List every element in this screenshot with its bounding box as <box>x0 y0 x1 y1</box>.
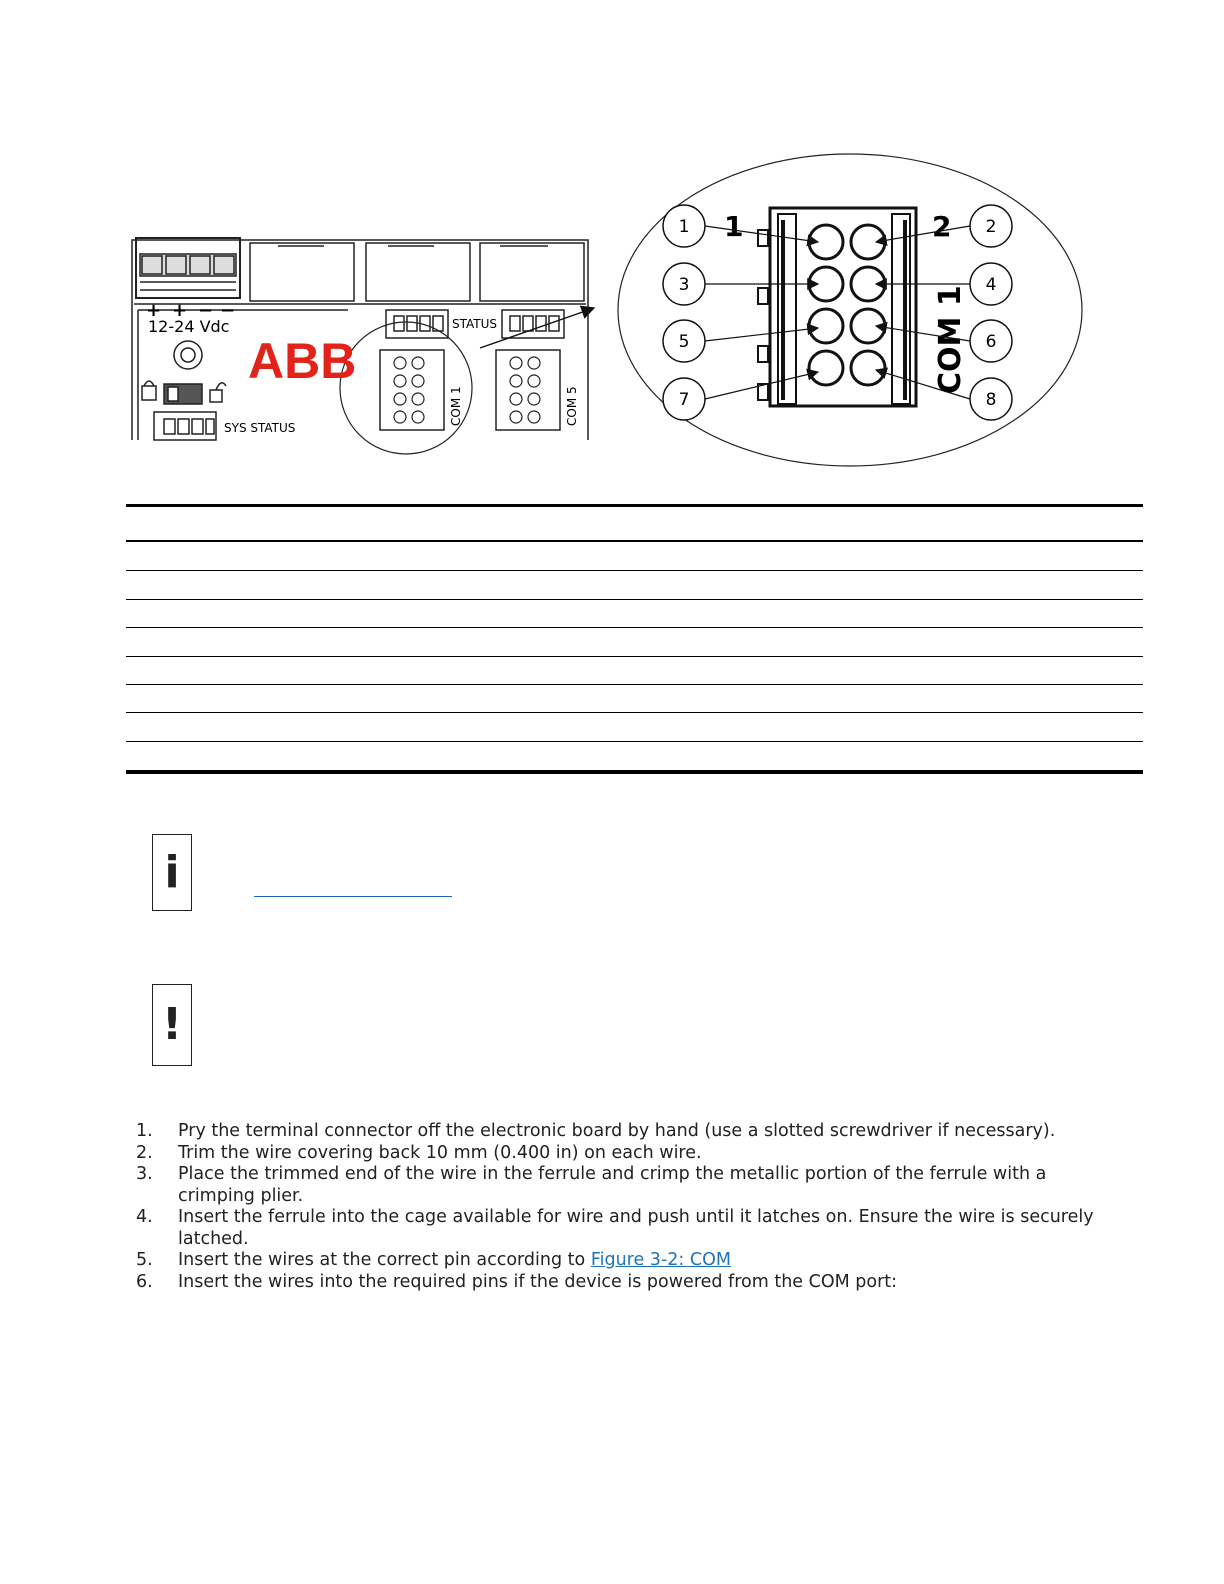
callout-7 <box>663 372 818 420</box>
info-note-box <box>152 834 192 911</box>
figure-reference-link[interactable]: Figure 3-2: COM <box>590 1250 731 1270</box>
callout-3 <box>663 263 818 305</box>
step-text: Insert the wires at the correct pin according to <box>178 1250 586 1270</box>
zoomed-connector <box>758 208 916 406</box>
step-text: Insert the wires into the required pins if the device is powered from the COM port: <box>178 1271 898 1292</box>
svg-text:6: 6 <box>985 332 997 352</box>
list-item <box>136 1164 1096 1207</box>
table-header-rule <box>126 540 1143 542</box>
power-polarity-1: + <box>146 300 162 321</box>
svg-text:1: 1 <box>678 217 690 237</box>
step-text: Insert the ferrule into the cage available for wire and push until it latches on. Ensure the wire is securely latched. <box>178 1207 1094 1249</box>
warning-note-box <box>152 984 192 1066</box>
list-item <box>136 1250 1096 1272</box>
list-item <box>136 1207 1096 1250</box>
info-link[interactable] <box>254 896 452 897</box>
connector-pins <box>809 225 885 385</box>
list-item <box>136 1121 1096 1143</box>
step-number: 3. <box>136 1164 153 1184</box>
power-voltage-label: 12-24 Vdc <box>148 317 230 336</box>
callout-5 <box>663 320 818 362</box>
step-number: 2. <box>136 1142 153 1163</box>
abb-logo: ABB <box>248 333 357 389</box>
warning-icon: ! <box>161 999 183 1050</box>
step-text: Pry the terminal connector off the electronic board by hand (use a slotted screwdriver if necessary). <box>178 1121 1056 1141</box>
svg-text:3: 3 <box>678 275 690 295</box>
com5-small-label: COM 5 <box>565 386 579 426</box>
list-item <box>136 1143 1096 1165</box>
step-number: 4. <box>136 1207 153 1227</box>
svg-text:4: 4 <box>985 275 997 295</box>
col-label-2: 2 <box>932 210 952 243</box>
svg-text:2: 2 <box>985 217 997 237</box>
step-text: Trim the wire covering back 10 mm (0.400 in) on each wire. <box>178 1142 702 1163</box>
com-port-figure <box>128 150 1088 470</box>
table-row-rule <box>126 741 1143 742</box>
com1-small-label: COM 1 <box>449 386 463 426</box>
table-row-rule <box>126 656 1143 657</box>
sys-status-label: SYS STATUS <box>224 421 296 435</box>
step-number: 1. <box>136 1121 153 1141</box>
step-text-with-link <box>178 1250 1096 1272</box>
power-polarity-2: + <box>172 300 188 321</box>
svg-text:5: 5 <box>678 332 690 352</box>
table-row-rule <box>126 570 1143 571</box>
table-bottom-rule <box>126 770 1143 774</box>
wiring-steps <box>136 1121 1096 1293</box>
power-polarity-4: − <box>220 300 236 321</box>
step-number: 6. <box>136 1271 153 1292</box>
svg-text:8: 8 <box>985 390 997 410</box>
power-polarity-3: − <box>198 300 214 321</box>
list-item <box>136 1272 1096 1294</box>
info-icon: i <box>164 846 180 898</box>
table-row-rule <box>126 599 1143 600</box>
table-row-rule <box>126 684 1143 685</box>
zoom-arrow <box>480 308 594 348</box>
svg-text:7: 7 <box>678 390 690 410</box>
step-text: Place the trimmed end of the wire in the ferrule and crimp the metallic portion of the ferrule with a crimping plier. <box>178 1164 1047 1206</box>
col-label-1: 1 <box>724 210 744 243</box>
step-number: 5. <box>136 1250 153 1270</box>
status-label: STATUS <box>452 317 498 331</box>
table-top-rule <box>126 504 1143 507</box>
connector-label: COM 1 <box>933 285 968 394</box>
table-row-rule <box>126 712 1143 713</box>
table-row-rule <box>126 627 1143 628</box>
